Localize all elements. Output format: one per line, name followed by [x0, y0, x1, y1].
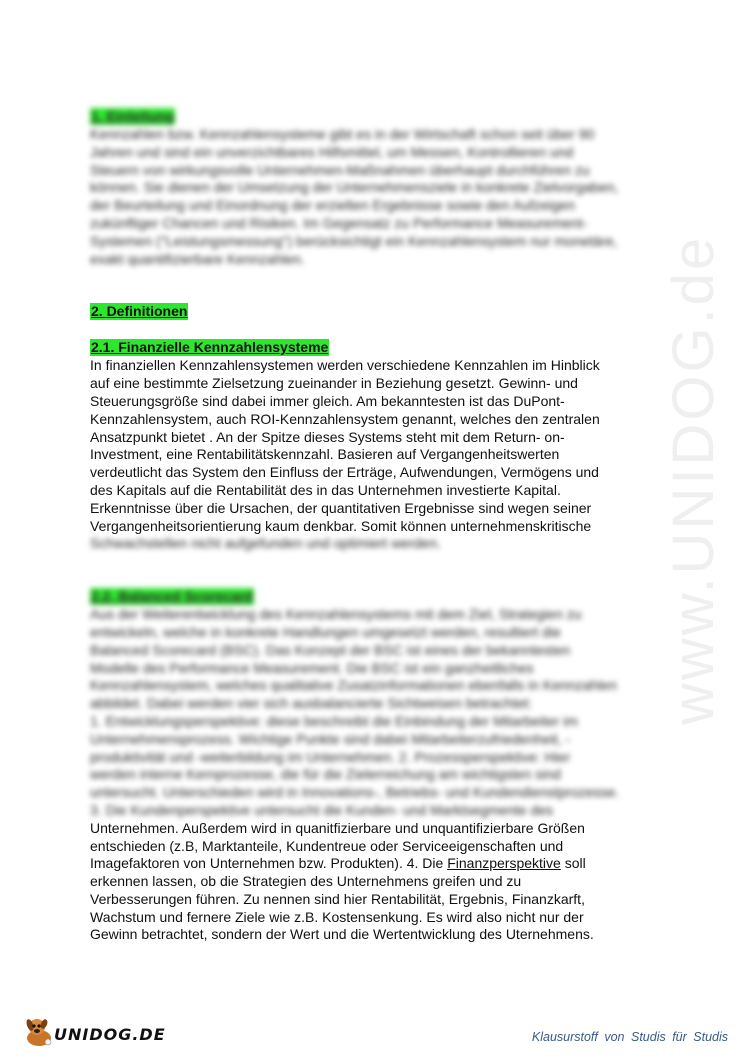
intro-section	[90, 108, 635, 268]
text-line: Steuerungsgröße sind dabei immer gleich. Am bekanntesten ist das DuPont-	[90, 392, 565, 409]
section-heading-bsc: 2.2. Balanced Scorecard	[91, 588, 253, 605]
text-line: der Beurteilung und Einordnung der erzielten Ergebnisse sowie den Aufzeigen	[90, 197, 575, 214]
text-line: Kennzahlen bzw. Kennzahlensysteme gibt es in der Wirtschaft schon seit über 90	[90, 126, 595, 142]
text-line: zukünftiger Chancen und Risiken. Im Gegensatz zu Performance Measurement-	[90, 214, 588, 231]
footer-tagline: Klausurstoff von Studis für Studis	[531, 1030, 728, 1044]
text-line: Steuern von wirkungsvolle Unternehmen-Maßnahmen überhaupt durchführen zu	[90, 161, 590, 178]
text-line: Verbesserungen führen. Zu nennen sind hier Rentabilität, Ergebnis, Finanzkarft,	[90, 890, 585, 907]
text-line: 1. Entwicklungsperspektive: diese beschreibt die Einbindung der Mitarbeiter im	[90, 712, 578, 729]
text-line: In finanziellen Kennzahlensystemen werden verschiedene Kennzahlen im Hinblick	[90, 357, 600, 374]
text-line: Imagefaktoren von Unternehmen bzw. Produkten). 4. Die	[90, 855, 448, 872]
text-line: entwickeln, welche in konkrete Handlungen umgesetzt werden, resultiert die	[90, 623, 561, 640]
text-line: produktivität und -weiterbildung im Unternehmen. 2. Prozessperspektive: Hier	[90, 748, 571, 765]
text-line: Jahren und sind ein unverzichtbares Hilfsmittel, um Messen, Kontrollieren und	[90, 143, 574, 160]
section-heading-intro: 1. Einleitung	[91, 108, 175, 124]
bsc-blurred-paragraph	[90, 606, 635, 820]
document-content	[90, 108, 635, 944]
text-line: werden interne Kernprozesse, die für die Zielerreichung am wichtigsten sind	[90, 766, 561, 783]
bsc-paragraph	[90, 820, 635, 945]
text-line: Erkenntnisse über die Ursachen, der quantitativen Ergebnisse sind wegen seiner	[90, 499, 592, 516]
text-line: auf eine bestimmte Zielsetzung zueinander in Beziehung gesetzt. Gewinn- und	[90, 375, 578, 392]
text-line: Wachstum und fernere Ziele wie z.B. Kostensenkung. Es wird also nicht nur der	[90, 908, 584, 925]
text-line: Kennzahlensystem, auch ROI-Kennzahlensystem genannt, welches den zentralen	[90, 410, 600, 427]
text-line: exakt quantifizierbare Kennzahlen.	[90, 250, 305, 267]
text-line: untersucht. Unterschieden wird in Innovations-, Betriebs- und Kundendienstprozesse.	[90, 784, 620, 801]
text-line: entschieden (z.B, Marktanteile, Kundentreue oder Serviceeigenschaften und	[90, 837, 564, 854]
text-line: 3. Die Kundenperspektive untersucht die Kunden- und Marktsegmente des	[90, 801, 554, 818]
text-fragment: soll	[560, 855, 586, 872]
dog-mascot-icon	[22, 1014, 56, 1048]
financial-paragraph	[90, 357, 635, 553]
underlined-term: Finanzperspektive	[447, 855, 561, 872]
watermark: www.UNIDOG.de	[661, 234, 726, 725]
text-line: Unternehmensprozess. Wichtige Punkte sind dabei Mitarbeiterzufriedenheit, -	[90, 730, 571, 747]
logo-text: UNIDOG.DE	[54, 1025, 166, 1044]
text-line: können. Sie dienen der Umsetzung der Unternehmensziele in konkrete Zielvorgaben,	[90, 179, 619, 196]
intro-paragraph	[90, 126, 635, 268]
bsc-blurred-block	[90, 588, 635, 820]
text-line-blurred: Schwachstellen nicht aufgefunden und optimiert werden.	[90, 535, 441, 552]
text-line: Ansatzpunkt bietet . An der Spitze dieses Systems steht mit dem Return- on-	[90, 428, 565, 445]
bsc-section	[90, 588, 635, 944]
text-line: des Kapitals auf die Rentabilität des in das Unternehmen investierte Kapital.	[90, 481, 561, 498]
text-line: erkennen lassen, ob die Strategien des Unternehmens greifen und zu	[90, 873, 522, 890]
text-line: verdeutlicht das System den Einfluss der Erträge, Aufwendungen, Vermögens und	[90, 464, 599, 481]
text-line: Balanced Scorecard (BSC). Das Konzept der BSC ist eines der bekanntesten	[90, 641, 571, 658]
text-line: Investment, eine Rentabilitätskennzahl. Basieren auf Vergangenheitswerten	[90, 446, 560, 463]
footer-logo[interactable]	[22, 1012, 166, 1048]
section-heading-definitions: 2. Definitionen	[91, 303, 188, 320]
text-line: Modelle des Performance Measurement. Die BSC ist ein ganzheitliches	[90, 659, 534, 676]
text-line: Vergangenheitsorientierung kaum denkbar. Somit können unternehmenskritische	[90, 517, 592, 534]
financial-section	[90, 339, 635, 553]
section-heading-financial: 2.1. Finanzielle Kennzahlensysteme	[91, 339, 329, 356]
text-line: Unternehmen. Außerdem wird in quanitfizierbare und unquantifizierbare Größen	[90, 819, 585, 836]
text-line: abbildet. Dabei werden vier sich ausbalancierte Sichtweisen betrachtet:	[90, 695, 533, 712]
text-line: Kennzahlensystem, welches qualitative Zusatzinformationen ebenfalls in Kennzahlen	[90, 677, 617, 694]
text-line: Gewinn betrachtet, sondern der Wert und die Wertentwicklung des Uternehmens.	[90, 926, 594, 943]
text-line: Systemen ("Leistungsmessung") berücksichtigt ein Kennzahlensystem nur monetäre,	[90, 232, 618, 249]
text-line: Aus der Weiterentwicklung des Kennzahlensystems mit dem Ziel, Strategien zu	[90, 606, 582, 623]
